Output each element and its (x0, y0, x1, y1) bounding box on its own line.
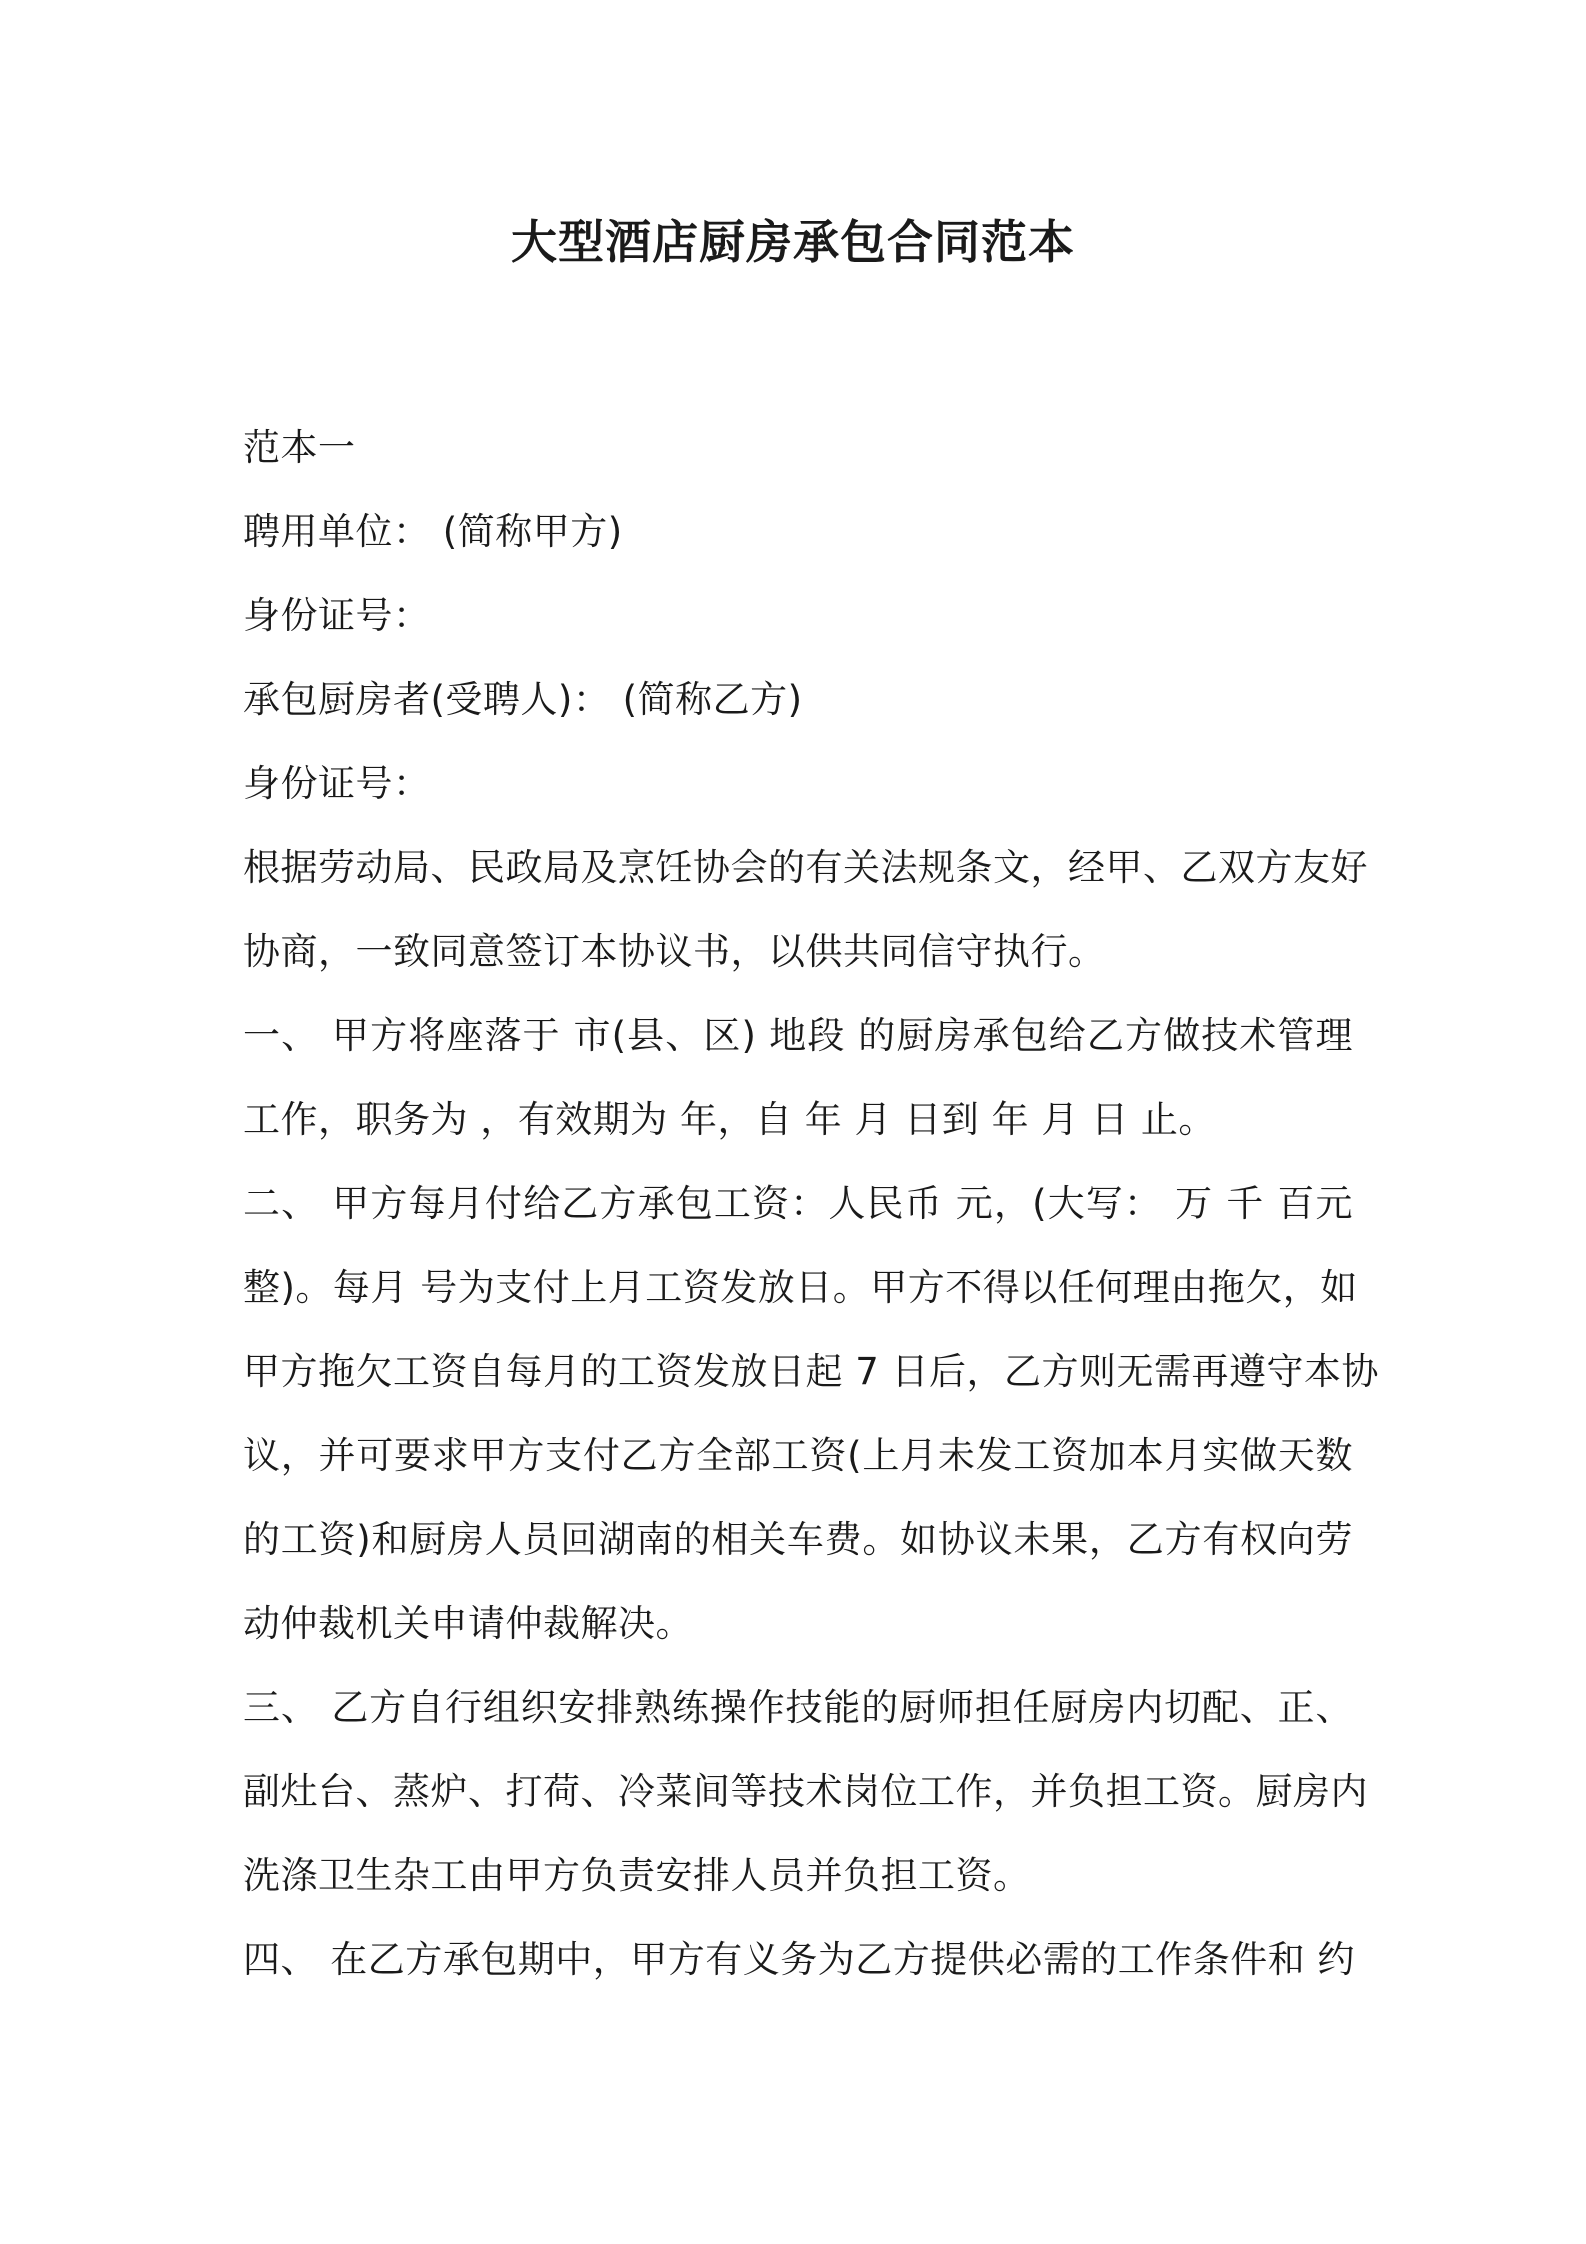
document-title: 大型酒店厨房承包合同范本 (511, 215, 1075, 269)
text-line: 动仲裁机关申请仲裁解决。 (243, 1602, 693, 1645)
text-line: 聘用单位： (简称甲方) (243, 510, 623, 553)
text-line: 议，并可要求甲方支付乙方全部工资(上月未发工资加本月实做天数 (243, 1434, 1353, 1477)
document-body (243, 406, 1380, 2002)
text-line: 二、 甲方每月付给乙方承包工资：人民币 元，(大写： 万 千 百元 (243, 1182, 1353, 1225)
text-line: 一、 甲方将座落于 市(县、区) 地段 的厨房承包给乙方做技术管理 (243, 1014, 1353, 1057)
text-line: 副灶台、蒸炉、打荷、冷菜间等技术岗位工作，并负担工资。厨房内 (243, 1770, 1368, 1813)
text-line: 范本一 (243, 426, 356, 469)
text-line: 的工资)和厨房人员回湖南的相关车费。如协议未果，乙方有权向劳 (243, 1518, 1353, 1561)
text-line: 身份证号： (243, 762, 431, 805)
text-line: 三、 乙方自行组织安排熟练操作技能的厨师担任厨房内切配、正、 (243, 1686, 1353, 1729)
text-line: 协商，一致同意签订本协议书，以供共同信守执行。 (243, 930, 1106, 973)
text-line: 洗涤卫生杂工由甲方负责安排人员并负担工资。 (243, 1854, 1031, 1897)
text-line: 整)。每月 号为支付上月工资发放日。甲方不得以任何理由拖欠，如 (243, 1266, 1358, 1309)
text-line: 四、 在乙方承包期中，甲方有义务为乙方提供必需的工作条件和 约 (243, 1938, 1356, 1981)
text-line: 承包厨房者(受聘人)： (简称乙方) (243, 678, 803, 721)
text-line: 身份证号： (243, 594, 431, 637)
text-line: 甲方拖欠工资自每月的工资发放日起 7 日后，乙方则无需再遵守本协 (243, 1350, 1380, 1393)
text-line: 根据劳动局、民政局及烹饪协会的有关法规条文，经甲、乙双方友好 (243, 846, 1368, 889)
text-line: 工作，职务为 ，有效期为 年，自 年 月 日到 年 月 日 止。 (243, 1098, 1216, 1141)
